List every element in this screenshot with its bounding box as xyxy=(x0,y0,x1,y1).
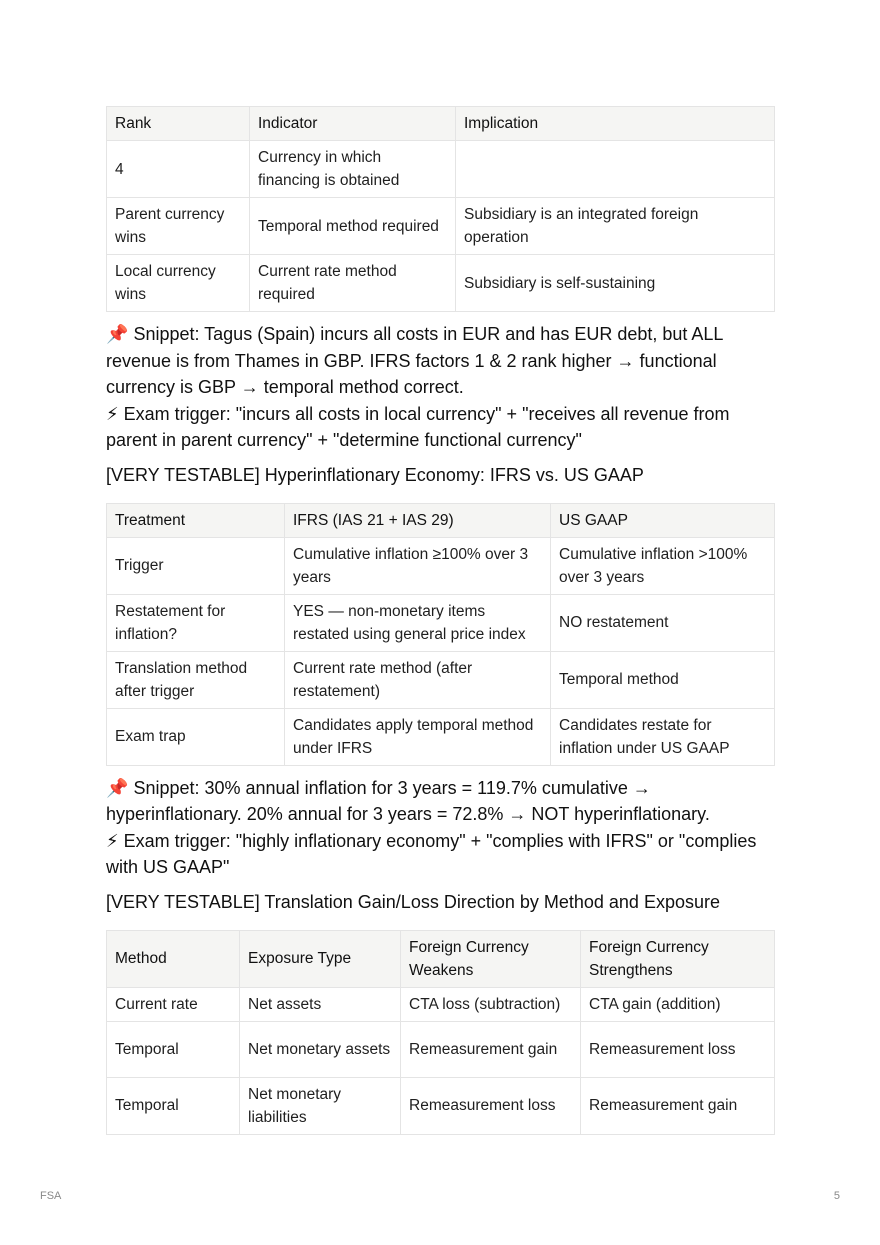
table-row xyxy=(107,141,775,198)
snippet-paragraph xyxy=(106,775,774,828)
table-header-cell: US GAAP xyxy=(551,503,775,537)
table-cell: Translation method after trigger xyxy=(107,651,285,708)
table-cell: 4 xyxy=(107,141,250,198)
table-cell: Remeasurement loss xyxy=(401,1077,581,1134)
table-cell: Exam trap xyxy=(107,708,285,765)
table-header-cell: Exposure Type xyxy=(240,930,401,987)
pushpin-icon: 📌 xyxy=(106,777,129,798)
table-row xyxy=(107,987,775,1021)
table-cell: Subsidiary is self-sustaining xyxy=(456,255,775,312)
table-cell: Cumulative inflation >100% over 3 years xyxy=(551,537,775,594)
table-cell: NO restatement xyxy=(551,594,775,651)
snippet-callout-tagus xyxy=(106,321,774,454)
table-row xyxy=(107,708,775,765)
document-body xyxy=(106,106,774,1135)
exam-trigger-paragraph xyxy=(106,828,774,881)
table-header-row xyxy=(107,930,775,987)
exam-trigger-paragraph xyxy=(106,401,774,454)
table-header-cell: IFRS (IAS 21 + IAS 29) xyxy=(285,503,551,537)
section-title-gain-loss: [VERY TESTABLE] Translation Gain/Loss Direction by Method and Exposure xyxy=(106,891,720,912)
table-cell: Currency in which financing is obtained xyxy=(250,141,456,198)
table-cell: CTA loss (subtraction) xyxy=(401,987,581,1021)
footer-label: FSA xyxy=(40,1190,62,1202)
table-row xyxy=(107,1021,775,1077)
table-cell: Net assets xyxy=(240,987,401,1021)
table-row xyxy=(107,537,775,594)
pushpin-icon: 📌 xyxy=(106,324,129,344)
table-cell: Remeasurement gain xyxy=(581,1077,775,1134)
table-row xyxy=(107,594,775,651)
lightning-icon: ⚡ xyxy=(106,403,119,424)
snippet-paragraph xyxy=(106,321,774,401)
table-cell: Restatement for inflation? xyxy=(107,594,285,651)
table-cell: Candidates apply temporal method under IFRS xyxy=(285,708,551,765)
table-header-row xyxy=(107,107,775,141)
section-title-hyperinflation: [VERY TESTABLE] Hyperinflationary Economy: IFRS vs. US GAAP xyxy=(106,464,644,485)
table-cell: Candidates restate for inflation under US GAAP xyxy=(551,708,775,765)
table-row xyxy=(107,198,775,255)
gain-loss-direction-table xyxy=(106,930,775,1135)
table-cell: Net monetary assets xyxy=(240,1021,401,1077)
table-cell: Temporal method required xyxy=(250,198,456,255)
table-cell: Remeasurement loss xyxy=(581,1021,775,1077)
snippet-text: Snippet: 30% annual inflation for 3 years = 119.7% cumulative → hyperinflationary. 20% annual for 3 years = 72.8% → NOT hyperinflationary. xyxy=(106,777,710,824)
table-cell: Remeasurement gain xyxy=(401,1021,581,1077)
table-cell: Current rate method required xyxy=(250,255,456,312)
functional-currency-table xyxy=(106,106,775,312)
table-row xyxy=(107,255,775,312)
table-cell: Trigger xyxy=(107,537,285,594)
table-cell: YES — non-monetary items restated using general price index xyxy=(285,594,551,651)
table-header-cell: Implication xyxy=(456,107,775,141)
table-cell: Net monetary liabilities xyxy=(240,1077,401,1134)
table-row xyxy=(107,1077,775,1134)
table-header-row xyxy=(107,503,775,537)
table-cell: Temporal xyxy=(107,1021,240,1077)
hyperinflation-table xyxy=(106,503,775,766)
exam-trigger-text: Exam trigger: "incurs all costs in local currency" + "receives all revenue from parent in parent currency" + "determine functional currency" xyxy=(106,403,730,450)
table-header-cell: Foreign Currency Weakens xyxy=(401,930,581,987)
exam-trigger-text: Exam trigger: "highly inflationary economy" + "complies with IFRS" or "complies with US GAAP" xyxy=(106,830,757,877)
table-cell: Parent currency wins xyxy=(107,198,250,255)
table-header-cell: Treatment xyxy=(107,503,285,537)
table-header-cell: Indicator xyxy=(250,107,456,141)
table-row xyxy=(107,651,775,708)
table-cell: Cumulative inflation ≥100% over 3 years xyxy=(285,537,551,594)
snippet-callout-inflation xyxy=(106,775,774,881)
page-number: 5 xyxy=(833,1190,840,1202)
table-cell xyxy=(456,141,775,198)
table-header-cell: Foreign Currency Strengthens xyxy=(581,930,775,987)
table-cell: Current rate method (after restatement) xyxy=(285,651,551,708)
table-cell: Subsidiary is an integrated foreign operation xyxy=(456,198,775,255)
table-header-cell: Method xyxy=(107,930,240,987)
table-header-cell: Rank xyxy=(107,107,250,141)
table-cell: Temporal method xyxy=(551,651,775,708)
table-cell: Local currency wins xyxy=(107,255,250,312)
table-cell: Temporal xyxy=(107,1077,240,1134)
table-cell: CTA gain (addition) xyxy=(581,987,775,1021)
lightning-icon: ⚡ xyxy=(106,830,119,851)
table-cell: Current rate xyxy=(107,987,240,1021)
snippet-text: Snippet: Tagus (Spain) incurs all costs in EUR and has EUR debt, but ALL revenue is from Thames in GBP. IFRS factors 1 & 2 rank higher → functional currency is GBP → temporal method correct. xyxy=(106,324,723,397)
